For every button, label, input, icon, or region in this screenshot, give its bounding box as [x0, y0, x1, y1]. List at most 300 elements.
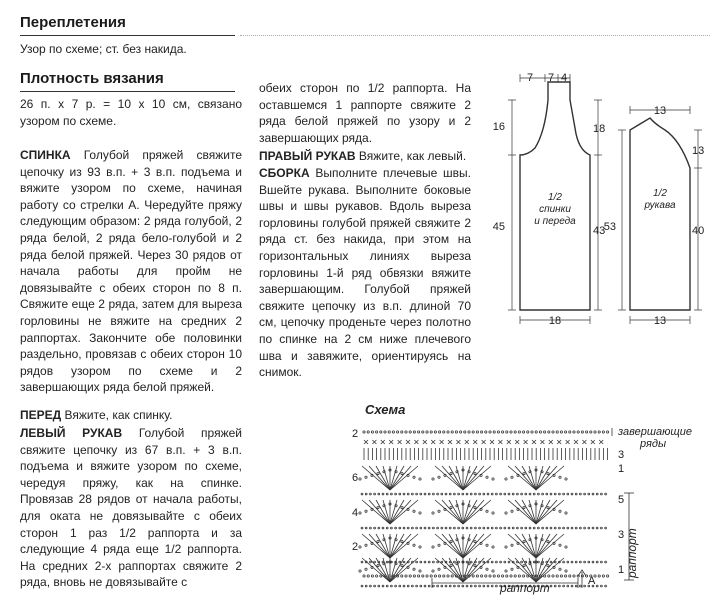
chain-dot [489, 431, 491, 433]
chain-dot [506, 431, 508, 433]
chain-dot [399, 561, 401, 563]
chain-dot [480, 566, 482, 568]
chain-dot [365, 527, 367, 529]
chain-dot [605, 585, 607, 587]
chain-dot [541, 563, 543, 565]
chain-dot [434, 575, 436, 577]
chain-dot [517, 474, 519, 476]
chain-dot [529, 527, 531, 529]
sc-cross [398, 440, 402, 444]
chain-dot [496, 493, 498, 495]
chain-dot [371, 575, 373, 577]
chain-dot [523, 431, 525, 433]
chain-dot [518, 575, 520, 577]
chain-dot [559, 493, 561, 495]
chain-dot [542, 493, 544, 495]
sleeve-caption-1: 1/2 [653, 188, 667, 199]
chain-dot [548, 575, 550, 577]
chain-dot [550, 527, 552, 529]
chain-dot [462, 527, 464, 529]
fan-stitch [463, 534, 477, 558]
chain-dot [560, 575, 562, 577]
fan-stitch [390, 534, 404, 558]
chain-dot [500, 561, 502, 563]
chain-dot [383, 505, 385, 507]
chain-dot [565, 431, 567, 433]
chain-dot [548, 431, 550, 433]
chain-dot [539, 431, 541, 433]
chain-dot [529, 505, 531, 507]
sc-cross [440, 440, 444, 444]
chain-dot [504, 527, 506, 529]
assembly-lead: СБОРКА [259, 166, 310, 180]
chain-dot [493, 575, 495, 577]
chain-dot [382, 493, 384, 495]
chain-dot [584, 561, 586, 563]
chain-dot [605, 527, 607, 529]
back-lead: СПИНКА [20, 148, 71, 162]
chain-dot [376, 431, 378, 433]
chain-dot [480, 542, 482, 544]
chain-dot [455, 431, 457, 433]
chain-dot [567, 561, 569, 563]
chain-dot [449, 585, 451, 587]
chain-dot [374, 527, 376, 529]
chain-dot [601, 561, 603, 563]
sc-cross [389, 440, 393, 444]
chain-dot [376, 575, 378, 577]
chain-dot [407, 527, 409, 529]
chain-dot [483, 527, 485, 529]
chain-dot [567, 585, 569, 587]
chain-dot [391, 493, 393, 495]
chain-dot [409, 575, 411, 577]
section-title-density: Плотность вязания [20, 70, 164, 87]
sc-cross [507, 440, 511, 444]
right-sleeve-text: Вяжите, как левый. [355, 149, 467, 163]
chain-dot [405, 575, 407, 577]
chain-dot [500, 527, 502, 529]
chain-dot [565, 546, 567, 548]
chain-dot [517, 508, 519, 510]
chain-dot [413, 568, 415, 570]
chain-dot [470, 527, 472, 529]
chain-dot [584, 527, 586, 529]
chain-dot [502, 431, 504, 433]
chain-dot [485, 575, 487, 577]
sc-cross [381, 440, 385, 444]
section-title-weaves: Переплетения [20, 14, 126, 31]
chain-dot [512, 527, 514, 529]
chain-dot [464, 431, 466, 433]
left-sleeve-text: Голубой пряжей свяжите цепочку из 67 в.п. + 3 в.п. подъема и вяжите узором по схеме, чередуя пряжу, как на спинке. Провязав 28 рядов от начала работы, для оката не довязывайте с обеих сторон 1 раз 1/2 раппорта и за следующие 4 ряда еще 1/2 раппорта. На средних 2-х раппортах свяжите 2 ряда, вновь не довязывайте с [20, 426, 242, 590]
chain-dot [552, 431, 554, 433]
chain-dot [456, 505, 458, 507]
chain-dot [541, 471, 543, 473]
chain-dot [474, 565, 476, 567]
chain-dot [428, 561, 430, 563]
chain-dot [454, 561, 456, 563]
sleeve-caption-2: рукава [644, 200, 676, 211]
chain-dot [550, 561, 552, 563]
chain-dot [468, 505, 470, 507]
chain-dot [601, 585, 603, 587]
chain-dot [602, 431, 604, 433]
chain-dot [361, 561, 363, 563]
chain-dot [586, 431, 588, 433]
chain-dot [602, 575, 604, 577]
chain-dot [523, 565, 525, 567]
chain-dot [378, 585, 380, 587]
fan-stitch [449, 500, 463, 524]
chain-dot [419, 546, 421, 548]
sc-cross [574, 440, 578, 444]
chain-dot [438, 544, 440, 546]
chain-dot [386, 585, 388, 587]
chain-dot [395, 493, 397, 495]
chain-dot [454, 493, 456, 495]
sc-cross [515, 440, 519, 444]
chain-dot [584, 585, 586, 587]
chain-dot [437, 561, 439, 563]
chain-dot [450, 473, 452, 475]
chain-dot [391, 527, 393, 529]
chain-dot [525, 561, 527, 563]
chain-dot [382, 527, 384, 529]
chain-dot [531, 431, 533, 433]
chain-dot [487, 493, 489, 495]
chain-dot [371, 508, 373, 510]
chain-dot [451, 575, 453, 577]
chain-dot [505, 512, 507, 514]
scheme-right-row-1: 1 [618, 564, 625, 576]
chain-dot [367, 431, 369, 433]
chain-dot [401, 541, 403, 543]
chain-dot [480, 508, 482, 510]
body-left-dim-2: 45 [492, 221, 505, 233]
chain-dot [556, 575, 558, 577]
chain-dot [439, 575, 441, 577]
chain-dot [363, 575, 365, 577]
chain-dot [547, 473, 549, 475]
chain-dot [365, 585, 367, 587]
chain-dot [377, 507, 379, 509]
chain-dot [521, 561, 523, 563]
chain-dot [588, 493, 590, 495]
scheme-final-rows-2: ряды [640, 438, 667, 450]
chain-dot [449, 527, 451, 529]
sc-cross [465, 440, 469, 444]
sc-cross [482, 440, 486, 444]
scheme-side-repeat-label: раппорт [625, 528, 639, 578]
chain-dot [521, 493, 523, 495]
chain-dot [481, 431, 483, 433]
chain-dot [546, 493, 548, 495]
chain-dot [386, 527, 388, 529]
chain-dot [445, 585, 447, 587]
chain-dot [517, 527, 519, 529]
chain-dot [468, 575, 470, 577]
chain-dot [407, 508, 409, 510]
chain-dot [508, 493, 510, 495]
chain-dot [492, 512, 494, 514]
chain-dot [588, 561, 590, 563]
scheme-left-row-4: 4 [352, 507, 359, 519]
chain-dot [523, 473, 525, 475]
chain-dot [468, 563, 470, 565]
chain-dot [399, 493, 401, 495]
scheme-right-row-3: 3 [618, 529, 625, 541]
chain-dot [565, 575, 567, 577]
chain-dot [419, 512, 421, 514]
chain-dot [361, 493, 363, 495]
chain-dot [539, 575, 541, 577]
chain-dot [361, 585, 363, 587]
chain-dot [559, 510, 561, 512]
chain-dot [544, 431, 546, 433]
chain-dot [565, 478, 567, 480]
chain-dot [422, 575, 424, 577]
chain-dot [401, 507, 403, 509]
chain-dot [466, 493, 468, 495]
chain-dot [413, 510, 415, 512]
chain-dot [365, 568, 367, 570]
chain-dot [426, 575, 428, 577]
chain-dot [416, 561, 418, 563]
chain-dot [370, 561, 372, 563]
chain-dot [445, 493, 447, 495]
sc-cross [549, 440, 553, 444]
chain-dot [437, 527, 439, 529]
chain-dot [544, 575, 546, 577]
chain-dot [605, 493, 607, 495]
chain-dot [433, 527, 435, 529]
chain-dot [580, 493, 582, 495]
chain-dot [554, 585, 556, 587]
chain-dot [428, 527, 430, 529]
fan-stitch [522, 500, 536, 524]
chain-dot [430, 431, 432, 433]
fan-stitch [536, 500, 550, 524]
chain-dot [553, 474, 555, 476]
chain-dot [512, 493, 514, 495]
chain-dot [424, 527, 426, 529]
front-lead: ПЕРЕД [20, 408, 62, 422]
chain-dot [556, 431, 558, 433]
chain-dot [419, 478, 421, 480]
chain-dot [573, 431, 575, 433]
stitch-scheme [350, 400, 719, 600]
chain-dot [451, 431, 453, 433]
chain-dot [403, 585, 405, 587]
chain-dot [432, 546, 434, 548]
chain-dot [462, 585, 464, 587]
chain-dot [444, 566, 446, 568]
chain-dot [483, 493, 485, 495]
chain-dot [416, 493, 418, 495]
chain-dot [487, 527, 489, 529]
chain-dot [553, 508, 555, 510]
chain-dot [559, 585, 561, 587]
chain-dot [458, 527, 460, 529]
chain-dot [468, 431, 470, 433]
chain-dot [361, 527, 363, 529]
chain-dot [523, 541, 525, 543]
chain-dot [554, 527, 556, 529]
chain-dot [407, 474, 409, 476]
chain-dot [607, 575, 609, 577]
chain-dot [397, 431, 399, 433]
sleeve-left-dim: 53 [603, 221, 616, 233]
chain-dot [472, 431, 474, 433]
right-sleeve-lead: ПРАВЫЙ РУКАВ [259, 149, 356, 163]
chain-dot [382, 585, 384, 587]
chain-dot [367, 575, 369, 577]
chain-dot [571, 561, 573, 563]
chain-dot [424, 561, 426, 563]
chain-dot [527, 575, 529, 577]
chain-dot [592, 527, 594, 529]
chain-dot [605, 561, 607, 563]
chain-dot [388, 431, 390, 433]
chain-dot [383, 539, 385, 541]
sleeve-right-dim-1: 13 [692, 145, 705, 157]
chain-dot [401, 473, 403, 475]
chain-dot [428, 493, 430, 495]
chain-dot [377, 565, 379, 567]
chain-dot [460, 431, 462, 433]
chain-dot [529, 563, 531, 565]
chain-dot [371, 566, 373, 568]
chain-dot [547, 541, 549, 543]
fan-stitch [536, 466, 550, 490]
scheme-title: Схема [365, 402, 406, 417]
scheme-right-row-3-top: 3 [618, 449, 625, 461]
chain-dot [538, 561, 540, 563]
chain-dot [476, 431, 478, 433]
chain-dot [492, 478, 494, 480]
chain-dot [601, 527, 603, 529]
chain-dot [419, 570, 421, 572]
fan-stitch [522, 466, 536, 490]
chain-dot [571, 585, 573, 587]
chain-dot [403, 493, 405, 495]
sleeve-bottom-dim: 13 [653, 315, 667, 327]
chain-dot [438, 476, 440, 478]
chain-dot [541, 505, 543, 507]
chain-dot [413, 544, 415, 546]
chain-dot [416, 585, 418, 587]
chain-dot [454, 585, 456, 587]
chain-dot [575, 527, 577, 529]
chain-dot [581, 431, 583, 433]
chain-dot [359, 512, 361, 514]
chain-dot [434, 431, 436, 433]
chain-dot [505, 478, 507, 480]
chain-dot [424, 585, 426, 587]
chain-dot [598, 431, 600, 433]
scheme-arrow-label: А [588, 575, 596, 587]
chain-dot [559, 544, 561, 546]
chain-dot [496, 527, 498, 529]
chain-dot [441, 585, 443, 587]
chain-dot [569, 575, 571, 577]
chain-dot [365, 544, 367, 546]
chain-dot [559, 568, 561, 570]
sc-cross [448, 440, 452, 444]
chain-dot [456, 471, 458, 473]
body-caption-2: спинки [539, 204, 571, 215]
chain-dot [504, 493, 506, 495]
chain-dot [563, 585, 565, 587]
chain-dot [497, 575, 499, 577]
chain-dot [374, 493, 376, 495]
chain-dot [531, 575, 533, 577]
chain-dot [420, 527, 422, 529]
chain-dot [492, 570, 494, 572]
chain-dot [563, 561, 565, 563]
chain-dot [486, 476, 488, 478]
chain-dot [378, 527, 380, 529]
chain-dot [384, 431, 386, 433]
chain-dot [475, 527, 477, 529]
left-sleeve-paragraph [20, 425, 242, 591]
chain-dot [596, 585, 598, 587]
sc-cross [532, 440, 536, 444]
chain-dot [359, 478, 361, 480]
chain-dot [401, 431, 403, 433]
chain-dot [596, 527, 598, 529]
chain-dot [386, 561, 388, 563]
chain-dot [443, 431, 445, 433]
chain-dot [567, 527, 569, 529]
section-text-weaves: Узор по схеме; ст. без накида. [20, 42, 187, 56]
chain-dot [500, 493, 502, 495]
chain-dot [491, 493, 493, 495]
chain-dot [441, 493, 443, 495]
chain-dot [422, 431, 424, 433]
chain-dot [607, 431, 609, 433]
fan-stitch [463, 500, 477, 524]
chain-dot [420, 561, 422, 563]
sleeve-top-dim: 13 [653, 105, 667, 117]
chain-dot [424, 493, 426, 495]
sc-cross [566, 440, 570, 444]
chain-dot [588, 527, 590, 529]
chain-dot [504, 561, 506, 563]
chain-dot [481, 575, 483, 577]
sc-cross [423, 440, 427, 444]
chain-dot [592, 493, 594, 495]
chain-dot [486, 568, 488, 570]
chain-dot [359, 570, 361, 572]
fan-stitch [390, 500, 404, 524]
chain-dot [542, 527, 544, 529]
body-left-dim-1: 16 [492, 121, 505, 133]
sc-cross [372, 440, 376, 444]
sc-cross [364, 440, 368, 444]
chain-dot [511, 544, 513, 546]
chain-dot [505, 546, 507, 548]
chain-dot [571, 527, 573, 529]
body-top-dim-3: 4 [560, 72, 568, 84]
chain-dot [437, 585, 439, 587]
chain-dot [601, 493, 603, 495]
chain-dot [447, 431, 449, 433]
chain-dot [420, 585, 422, 587]
chain-dot [508, 561, 510, 563]
chain-dot [483, 561, 485, 563]
